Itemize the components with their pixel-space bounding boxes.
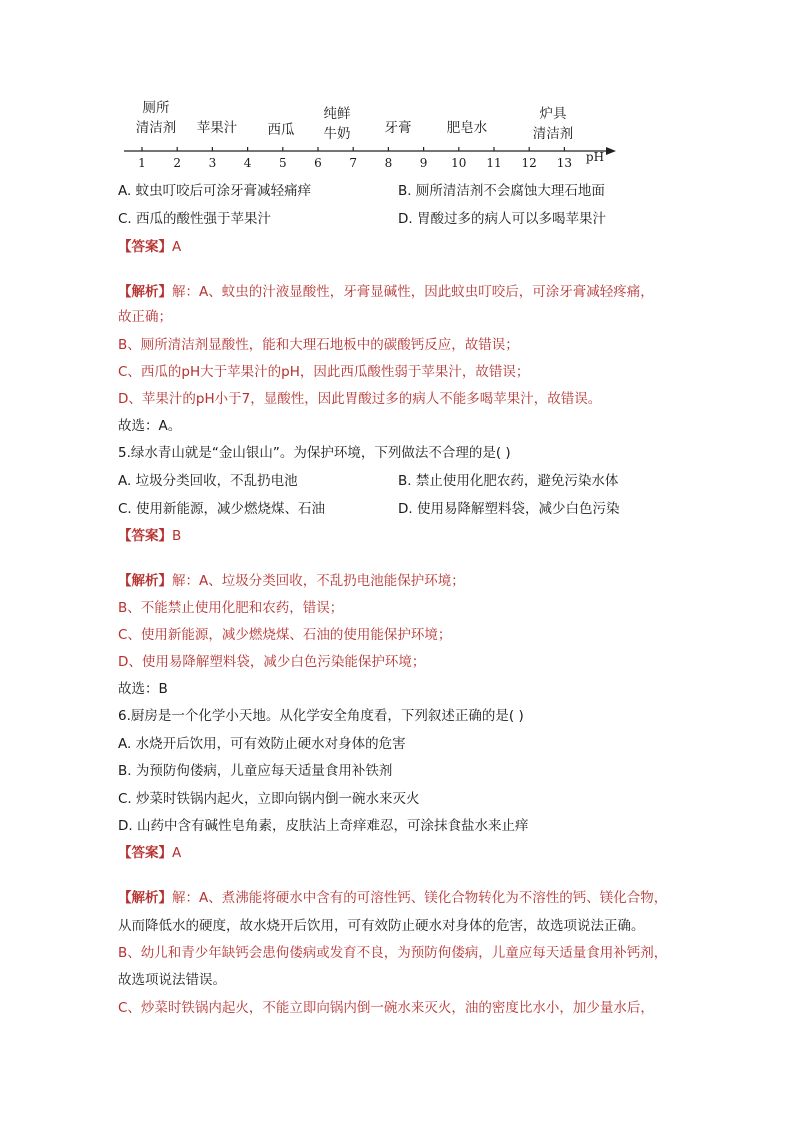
q5-option-d: D. 使用易降解塑料袋，减少白色污染 [398,501,620,517]
ph-tick-label: 7 [349,156,357,170]
ph-label-toilet-cleaner: 厕所 清洁剂 [135,100,177,136]
ph-label-milk: 纯鲜 牛奶 [323,106,351,142]
ph-tick-label: 4 [243,156,252,170]
q4-analysis-line-6: 故选：A。 [118,418,182,434]
q6-analysis-line-1: 【解析】解：A、煮沸能将硬水中含有的可溶性钙、镁化合物转化为不溶性的钙、镁化合物， [118,890,668,906]
ph-label-toothpaste: 牙膏 [384,120,412,136]
ph-tick-label: 2 [173,156,181,170]
ph-label-soap-water: 肥皂水 [446,120,488,136]
ph-label-watermelon: 西瓜 [267,122,295,138]
ph-tick-label: 3 [208,156,217,170]
q5-stem: 5.绿水青山就是“金山银山”。为保护环境，下列做法不合理的是( ) [118,445,511,461]
q4-option-c: C. 西瓜的酸性强于苹果汁 [118,211,272,227]
q4-analysis-line-3: B、厕所清洁剂显酸性，能和大理石地板中的碳酸钙反应，故错误； [118,337,519,353]
q6-option-c: C. 炒菜时铁锅内起火，立即向锅内倒一碗水来灭火 [118,791,420,807]
ph-tick-label: 11 [486,156,502,170]
q6-answer: 【答案】A [118,845,182,861]
q4-option-b: B. 厕所清洁剂不会腐蚀大理石地面 [398,183,605,199]
q6-analysis-line-3: B、幼儿和青少年缺钙会患佝偻病或发育不良，为预防佝偻病，儿童应每天适量食用补钙剂， [118,945,668,961]
q4-answer: 【答案】A [118,239,182,255]
ph-tick-label: 13 [556,156,573,170]
q6-option-b: B. 为预防佝偻病，儿童应每天适量食用补铁剂 [118,763,393,779]
ph-tick-label: 1 [138,156,146,170]
q4-option-d: D. 胃酸过多的病人可以多喝苹果汁 [398,211,606,227]
q5-analysis-line-5: 故选：B [118,681,168,697]
q6-option-a: A. 水烧开后饮用，可有效防止硬水对身体的危害 [118,736,406,752]
ph-label-stove-cleaner: 炉具 清洁剂 [532,106,574,142]
q6-option-d: D. 山药中含有碱性皂角素，皮肤沾上奇痒难忍，可涂抹食盐水来止痒 [118,818,529,834]
q6-stem: 6.厨房是一个化学小天地。从化学安全角度看，下列叙述正确的是( ) [118,708,524,724]
q6-analysis-line-5: C、炒菜时铁锅内起火，不能立即向锅内倒一碗水来灭火，油的密度比水小，加少量水后， [118,1000,654,1016]
q6-analysis-line-2: 从而降低水的硬度，故水烧开后饮用，可有效防止硬水对身体的危害，故选项说法正确。 [118,918,645,934]
ph-tick-label: 10 [451,156,467,170]
ph-axis [0,0,794,160]
q5-option-b: B. 禁止使用化肥农药，避免污染水体 [398,473,619,489]
q6-analysis-line-4: 故选项说法错误。 [118,972,226,988]
ph-label-apple-juice: 苹果汁 [196,120,238,136]
ph-tick-label: 5 [278,156,287,170]
ph-tick-label: 8 [384,156,393,170]
q5-analysis-line-2: B、不能禁止使用化肥和农药，错误； [118,600,344,616]
q4-analysis-line-1: 【解析】解：A、蚊虫的汁液显酸性，牙膏显碱性，因此蚊虫叮咬后，可涂牙膏减轻疼痛， [118,284,654,300]
q4-option-a: A. 蚊虫叮咬后可涂牙膏减轻痛痒 [118,183,312,199]
ph-tick-label: 12 [521,156,537,170]
q5-option-c: C. 使用新能源，减少燃烧煤、石油 [118,501,326,517]
q5-option-a: A. 垃圾分类回收，不乱扔电池 [118,473,298,489]
q4-analysis-line-5: D、苹果汁的pH小于7，显酸性，因此胃酸过多的病人不能多喝苹果汁，故错误。 [118,391,602,407]
q5-answer: 【答案】B [118,528,182,544]
q5-analysis-line-4: D、使用易降解塑料袋，减少白色污染能保护环境； [118,654,426,670]
ph-unit-label: pH [585,150,605,164]
q5-analysis-line-1: 【解析】解：A、垃圾分类回收，不乱扔电池能保护环境； [118,573,465,589]
q4-analysis-line-4: C、西瓜的pH大于苹果汁的pH，因此西瓜酸性弱于苹果汁，故错误； [118,364,530,380]
q5-analysis-line-3: C、使用新能源，减少燃烧煤、石油的使用能保护环境； [118,627,452,643]
ph-tick-label: 9 [419,156,428,170]
ph-tick-label: 6 [314,156,322,170]
q4-analysis-line-2: 故正确； [118,309,172,325]
